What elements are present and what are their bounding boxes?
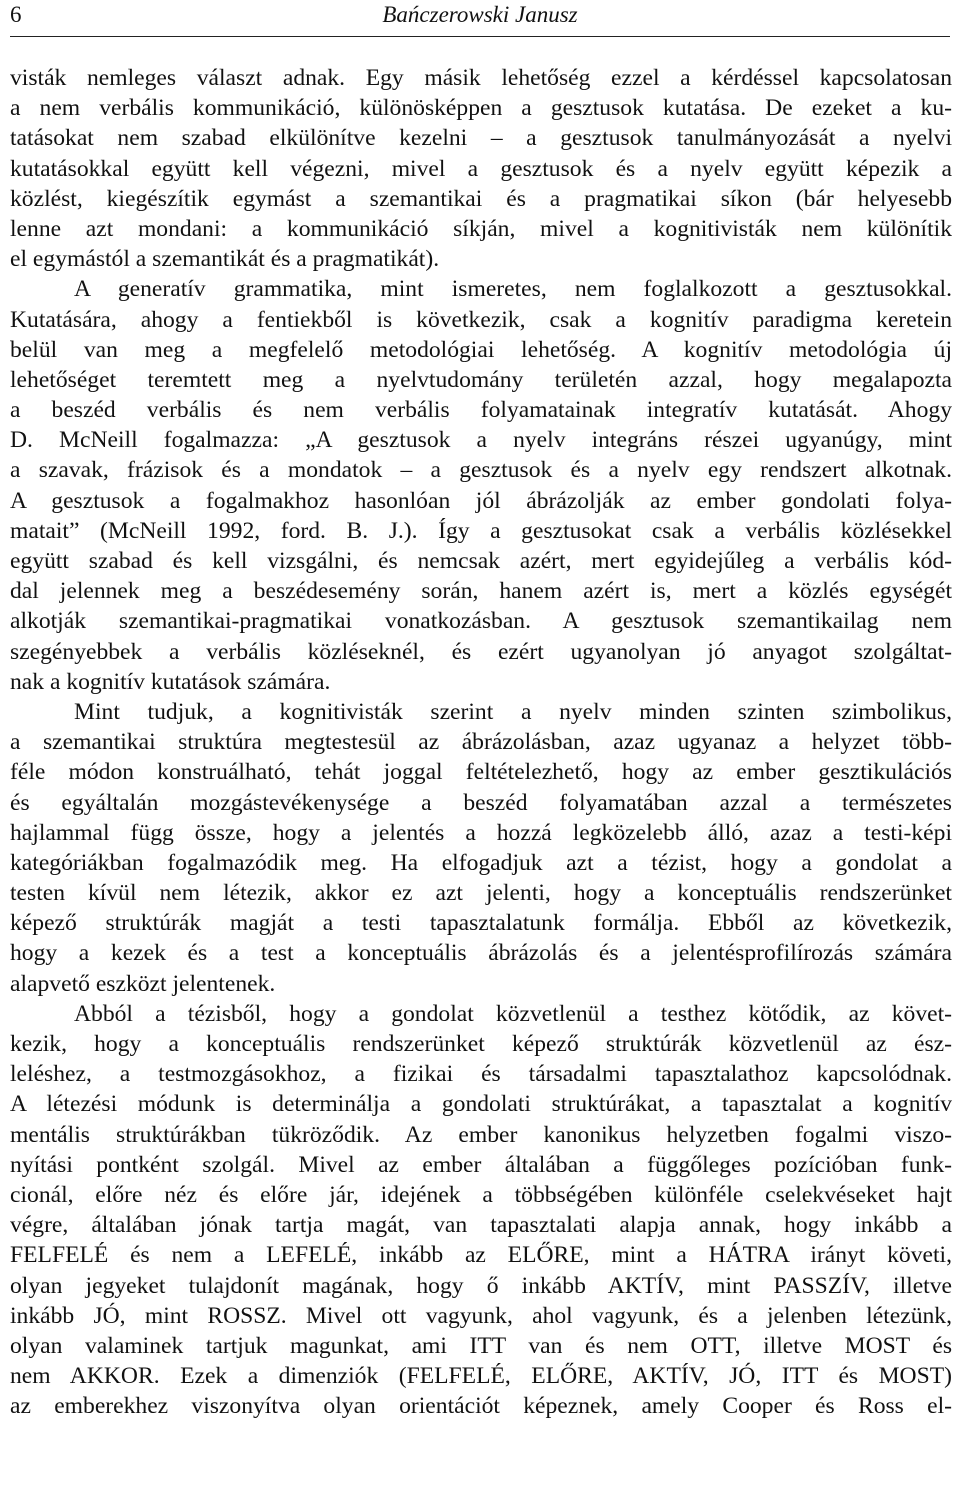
- page-number: 6: [10, 2, 22, 27]
- text-line: kutatásokkal együtt kell végezni, mivel a gesztusok és a nyelv együtt képezik a: [10, 155, 952, 182]
- text-line: és egyáltalán mozgástevékenysége a beszéd folyamatában azzal a természetes: [10, 789, 952, 816]
- page-header: [10, 0, 950, 37]
- text-line: együtt szabad és kell vizsgálni, és nemcsak azért, mert egyidejűleg a verbális kód-: [10, 548, 952, 574]
- text-line: olyan valaminek tartjuk magunkat, ami ITT van és nem OTT, illetve MOST és: [10, 1332, 952, 1359]
- text-line: hogy a kezek és a test a konceptuális ábrázolás és a jelentésprofilírozás számára: [10, 940, 952, 967]
- text-line: FELFELÉ és nem a LEFELÉ, inkább az ELŐRE, mint a HÁTRA irányt követi,: [10, 1242, 952, 1269]
- text-line: nem AKKOR. Ezek a dimenziók (FELFELÉ, ELŐRE, AKTÍV, JÓ, ITT és MOST): [10, 1363, 952, 1390]
- text-line: közlést, kiegészítik egymást a szemantikai és a pragmatikai síkon (bár helyesebb: [10, 185, 952, 212]
- text-line: szegényebbek a verbális közléseknél, és ezért ugyanolyan jó anyagot szolgáltat-: [10, 638, 952, 665]
- text-line: leléshez, a testmozgásokhoz, a fizikai és társadalmi tapasztalathoz kapcsolódnak.: [10, 1061, 952, 1088]
- running-head-author: Bańczerowski Janusz: [382, 2, 578, 27]
- text-line: Abból a tézisből, hogy a gondolat közvetlenül a testhez kötődik, az követ-: [74, 1000, 952, 1027]
- text-line: Kutatására, ahogy a fentiekből is következik, csak a kognitív paradigma keretein: [10, 306, 952, 333]
- text-line: A gesztusok a fogalmakhoz hasonlóan jól ábrázolják az ember gondolati folya-: [10, 487, 952, 514]
- text-line: lenne azt mondani: a kommunikáció síkján, mivel a kognitivisták nem különítik: [10, 215, 952, 242]
- text-line: nak a kognitív kutatások számára.: [10, 668, 331, 695]
- text-line: nyítási pontként szolgál. Mivel az ember általában a függőleges pozícióban funk-: [10, 1151, 952, 1178]
- text-line: alkotják szemantikai-pragmatikai vonatkozásban. A gesztusok szemantikailag nem: [10, 608, 952, 635]
- text-line: D. McNeill fogalmazza: „A gesztusok a nyelv integráns részei ugyanúgy, mint: [10, 427, 952, 454]
- text-line: a szavak, frázisok és a mondatok – a gesztusok és a nyelv egy rendszert alkotnak.: [10, 457, 952, 484]
- text-line: testen kívül nem létezik, akkor ez azt jelenti, hogy a konceptuális rendszerünket: [10, 880, 952, 907]
- text-line: belül van meg a megfelelő metodológiai lehetőség. A kognitív metodológia új: [10, 336, 952, 363]
- text-line: olyan jegyeket tulajdonít magának, hogy ő inkább AKTÍV, mint PASSZÍV, illetve: [10, 1272, 952, 1299]
- text-line: Mint tudjuk, a kognitivisták szerint a nyelv minden szinten szimbolikus,: [74, 698, 952, 725]
- text-line: a beszéd verbális és nem verbális folyamatainak integratív kutatását. Ahogy: [10, 397, 952, 424]
- text-line: képező struktúrák magját a testi tapasztalatunk formálja. Ebből az következik,: [10, 910, 952, 937]
- text-line: kategóriákban fogalmazódik meg. Ha elfogadjuk azt a tézist, hogy a gondolat a: [10, 849, 952, 876]
- text-line: féle módon konstruálható, tehát joggal feltételezhető, hogy az ember gesztikulációs: [10, 759, 952, 786]
- text-line: végre, általában jónak tartja magát, van tapasztalati alapja annak, hogy inkább a: [10, 1212, 952, 1239]
- text-line: cionál, előre néz és előre jár, idejének a többségében különféle cselekvéseket hajt: [10, 1181, 952, 1208]
- text-line: a nem verbális kommunikáció, különösképpen a gesztusok kutatása. De ezeket a ku-: [10, 95, 952, 122]
- text-line: A létezési módunk is determinálja a gondolati struktúrákat, a tapasztalat a kognitív: [10, 1091, 952, 1118]
- text-line: matait” (McNeill 1992, ford. B. J.). Így a gesztusokat csak a verbális közlésekkel: [10, 517, 952, 544]
- text-line: hajlammal függ össze, hogy a jelentés a hozzá legközelebb álló, azaz a testi-képi: [10, 819, 952, 846]
- text-line: visták nemleges választ adnak. Egy másik lehetőség ezzel a kérdéssel kapcsolatosan: [10, 65, 952, 91]
- text-line: alapvető eszközt jelentenek.: [10, 970, 276, 997]
- text-line: el egymástól a szemantikát és a pragmatikát).: [10, 246, 440, 273]
- text-line: tatásokat nem szabad elkülönítve kezelni – a gesztusok tanulmányozását a nyelvi: [10, 125, 952, 152]
- text-line: lehetőséget teremtett meg a nyelvtudomány területén azzal, hogy megalapozta: [10, 366, 952, 393]
- text-line: inkább JÓ, mint ROSSZ. Mivel ott vagyunk, ahol vagyunk, és a jelenben létezünk,: [10, 1302, 952, 1329]
- body-text: [10, 63, 952, 1421]
- text-line: A generatív grammatika, mint ismeretes, nem foglalkozott a gesztusokkal.: [74, 276, 952, 303]
- text-line: dal jelennek meg a beszédesemény során, hanem azért is, mert a közlés egységét: [10, 578, 952, 605]
- text-line: az emberekhez viszonyítva olyan orientációt képeznek, amely Cooper és Ross el-: [10, 1393, 952, 1420]
- text-line: a szemantikai struktúra megtestesül az ábrázolásban, azaz ugyanaz a helyzet több-: [10, 729, 952, 756]
- text-line: mentális struktúrákban tükröződik. Az ember kanonikus helyzetben fogalmi viszo-: [10, 1121, 952, 1148]
- text-line: kezik, hogy a konceptuális rendszerünket képező struktúrák közvetlenül az ész-: [10, 1031, 952, 1057]
